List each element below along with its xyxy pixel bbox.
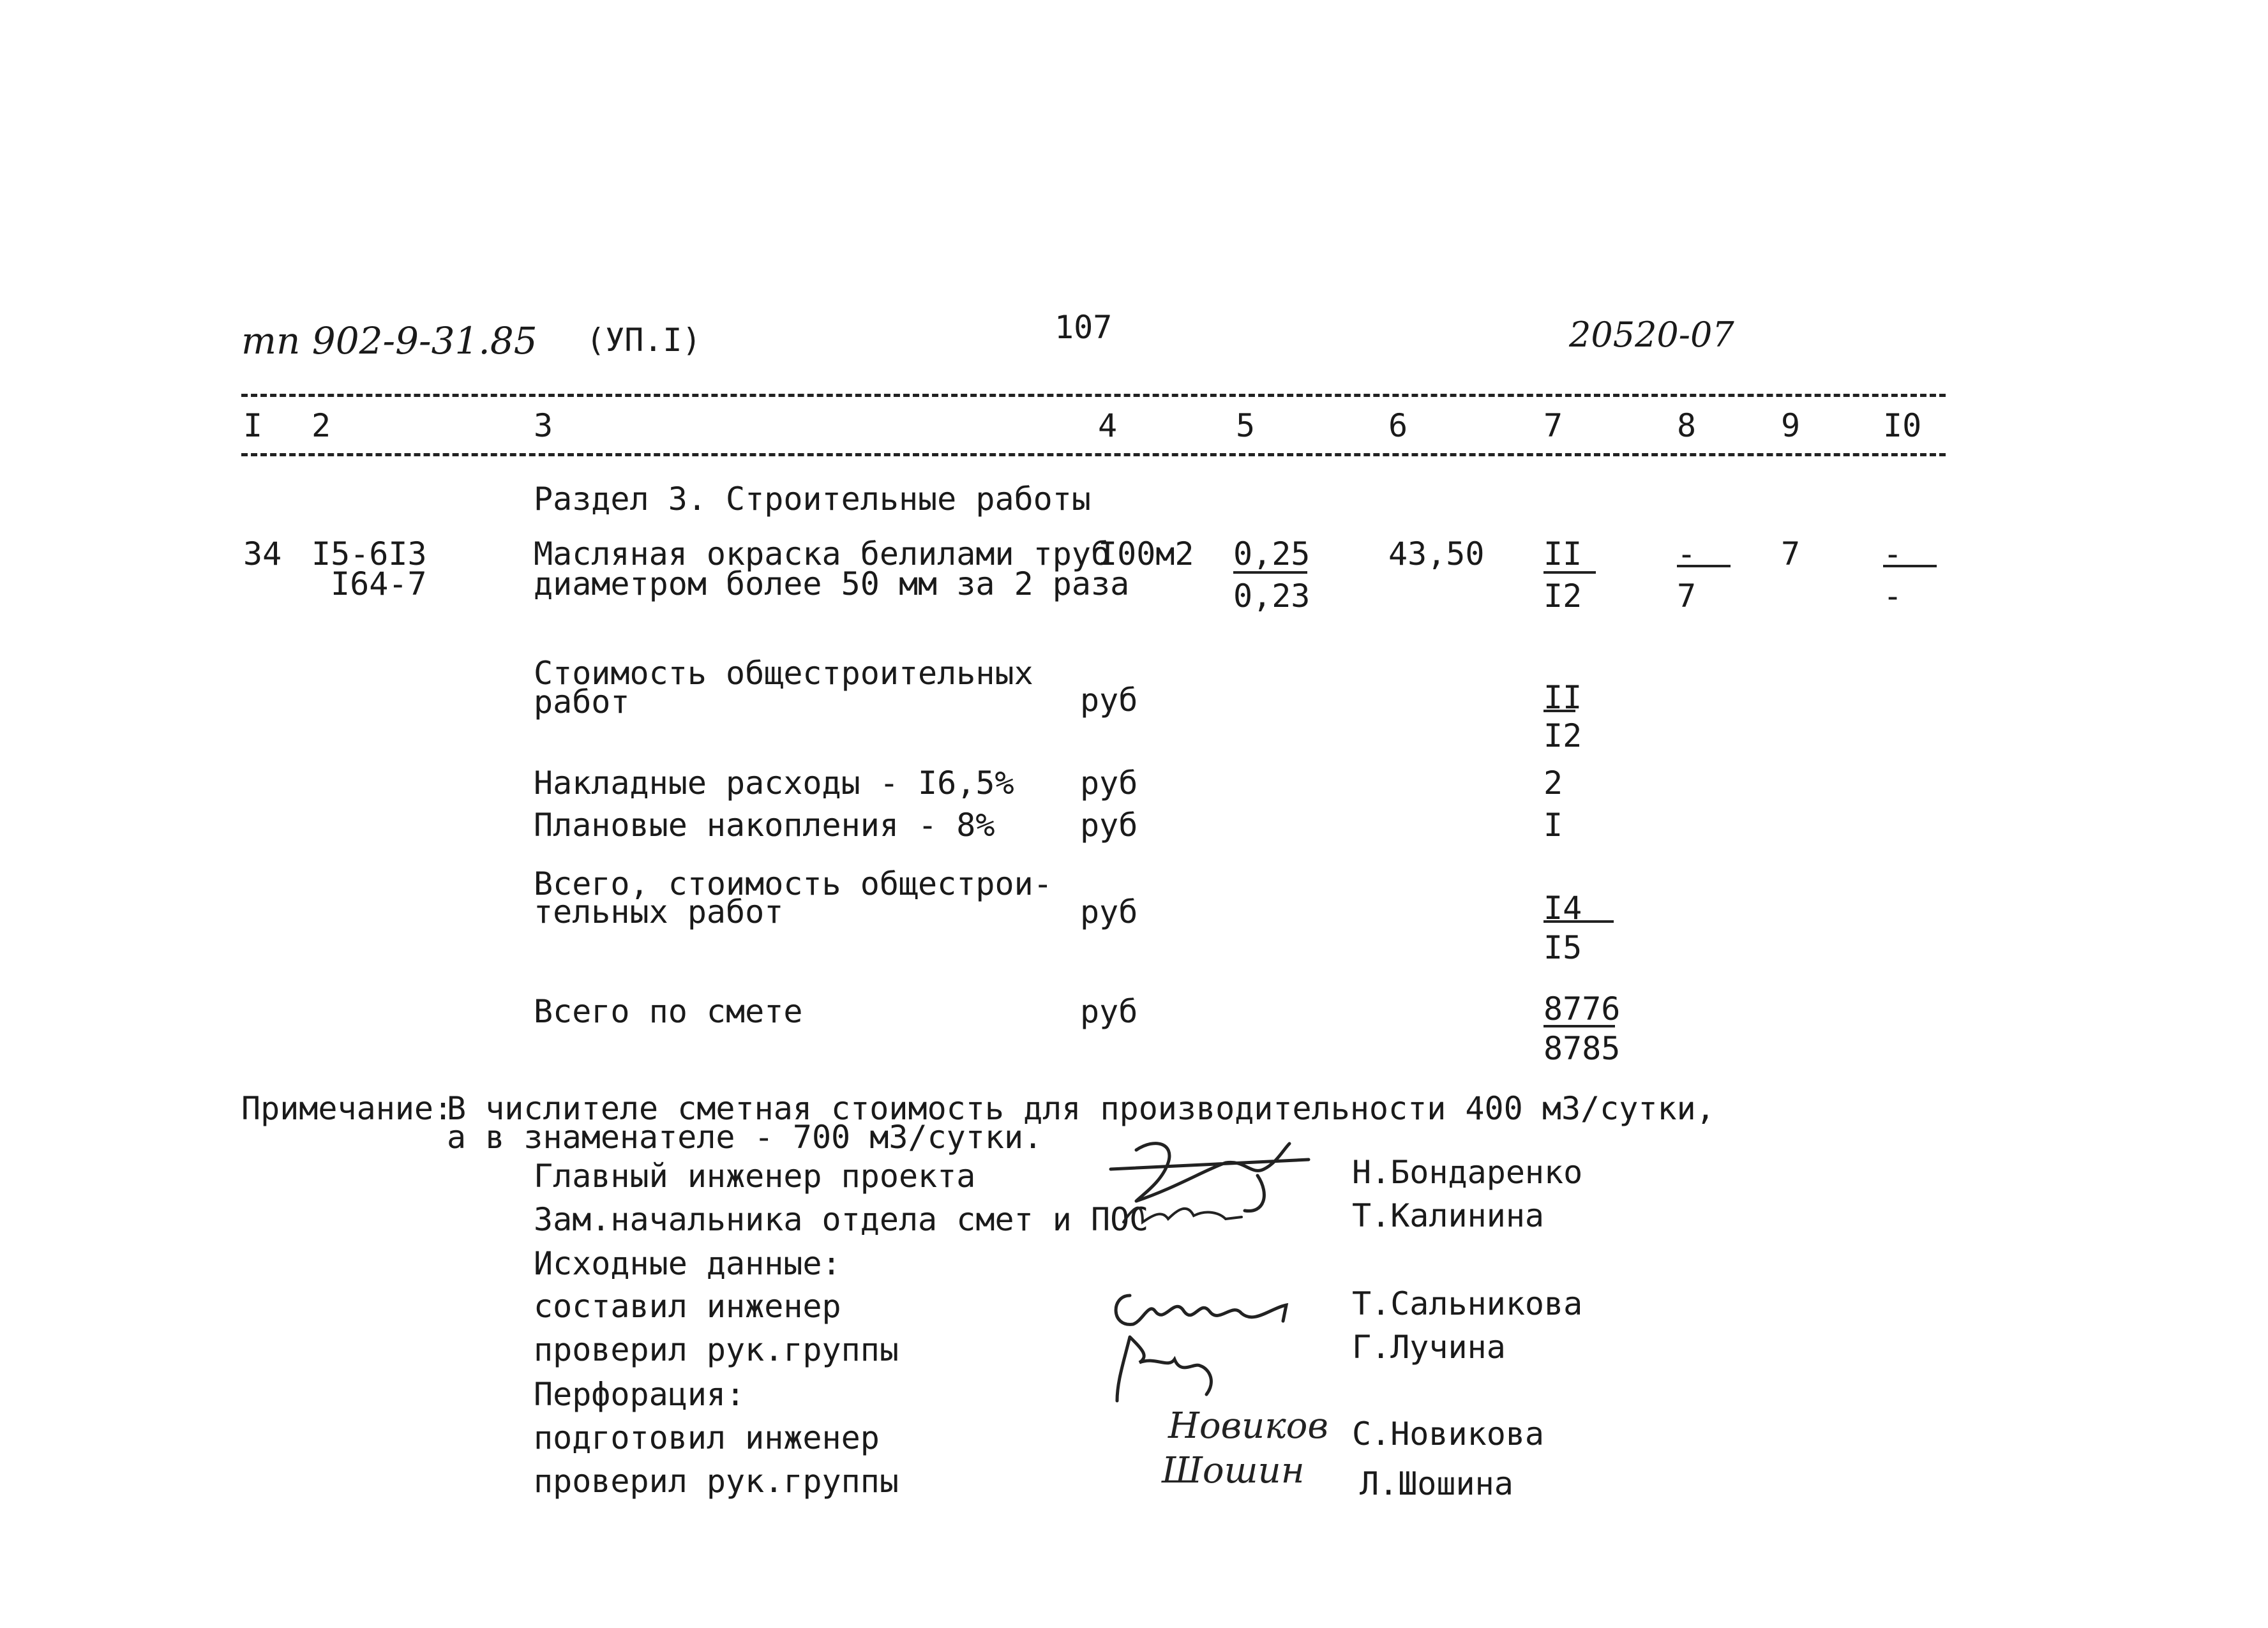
note-label: Примечание: [241,1090,453,1127]
fraction-bar [1233,571,1307,574]
planned-savings-label: Плановые накопления - 8% [534,807,995,844]
cost-numerator: II [1543,535,1582,572]
total-construction-label-line1: Всего, стоимость общестрои- [534,865,1053,902]
approval-name-group-checker: Л.Шошина [1360,1465,1513,1502]
approval-role-chief-engineer: Главный инженер проекта [534,1158,976,1195]
header-top-rule [241,394,1946,397]
total-construction-unit: руб [1080,893,1138,930]
section-title: Раздел 3. Строительные работы [534,481,1091,518]
estimate-total-denominator: 8785 [1543,1030,1621,1067]
approval-name-deputy-head: Т.Калинина [1352,1197,1545,1234]
quantity-denominator: 0,23 [1233,578,1310,615]
estimate-total-label: Всего по смете [534,993,803,1030]
approval-role-checked-by: проверил рук.группы [534,1331,899,1368]
perforation-heading: Перфорация: [534,1376,746,1413]
col9-value: 7 [1781,535,1801,572]
approval-role-group-checker: проверил рук.группы [534,1463,899,1500]
fraction-bar [1543,1025,1615,1027]
fraction-bar [1883,565,1937,567]
overhead-unit: руб [1080,765,1138,802]
signature-group-checker [1155,1445,1347,1499]
page-number: 107 [1055,309,1113,346]
col-header-7: 7 [1543,407,1563,444]
col-header-10: I0 [1883,407,1922,444]
overhead-value: 2 [1543,765,1563,802]
overhead-label: Накладные расходы - I6,5% [534,765,1014,802]
rate-code: I5-6I3 [312,535,427,572]
summary-unit: руб [1080,682,1138,719]
col-header-3: 3 [534,407,553,444]
approval-role-deputy-head: Зам.начальника отдела смет и ПОС [534,1201,1149,1238]
estimate-total-unit: руб [1080,993,1138,1030]
total-construction-numerator: I4 [1543,890,1582,927]
signature-deputy-head [1117,1190,1245,1237]
source-data-heading: Исходные данные: [534,1245,841,1282]
approval-role-prepared-by: подготовил инженер [534,1419,880,1456]
work-description-line1: Масляная окраска белилами труб [534,535,1111,572]
col-header-4: 4 [1098,407,1118,444]
quantity-numerator: 0,25 [1233,535,1310,572]
total-construction-denominator: I5 [1543,929,1582,966]
row-number: 34 [243,535,282,572]
approval-name-compiled-by: Т.Сальникова [1352,1285,1583,1322]
col8-denominator: 7 [1677,578,1697,615]
col10-numerator: - [1883,535,1903,572]
work-description-line2: диаметром более 50 мм за 2 раза [534,565,1130,602]
col-header-9: 9 [1781,407,1801,444]
fraction-bar [1543,571,1596,574]
col-header-1: I [243,407,263,444]
unit-price: 43,50 [1388,535,1485,572]
summary-label-line1: Стоимость общестроительных [534,655,1033,692]
fraction-bar [1543,920,1614,923]
note-line1: В числителе сметная стоимость для производительности 400 м3/сутки, [447,1090,1715,1127]
unit-of-measure: I00м2 [1098,535,1194,572]
planned-savings-value: I [1543,807,1563,844]
approval-name-chief-engineer: Н.Бондаренко [1352,1154,1583,1191]
summary-label-line2: работ [534,683,630,721]
summary-denominator: I2 [1543,717,1582,754]
col-header-8: 8 [1677,407,1697,444]
approval-name-checked-by: Г.Лучина [1352,1329,1506,1366]
signature-checked-by [1104,1324,1245,1410]
estimate-total-numerator: 8776 [1543,990,1621,1027]
summary-numerator: II [1543,679,1582,716]
document-code: 20520-07 [1569,315,1734,355]
svg-text:Новиков: Новиков [1168,1405,1328,1447]
col8-numerator: - [1677,535,1697,572]
total-construction-label-line2: тельных работ [534,893,784,930]
document-designation: тп 902-9-31.85 [241,319,537,362]
cost-denominator: I2 [1543,578,1582,615]
svg-text:Шошин: Шошин [1162,1450,1305,1491]
col-header-2: 2 [312,407,331,444]
col-header-6: 6 [1388,407,1408,444]
album-number: (УП.I) [586,322,702,359]
fraction-bar [1543,710,1575,712]
approval-role-compiled-by: составил инженер [534,1288,841,1325]
col10-denominator: - [1883,578,1903,615]
note-line2: а в знаменателе - 700 м3/сутки. [447,1119,1043,1156]
approval-name-prepared-by: С.Новикова [1352,1415,1545,1453]
header-bottom-rule [241,453,1946,456]
col-header-5: 5 [1236,407,1256,444]
fraction-bar [1677,565,1731,567]
rate-code-secondary: I64-7 [331,565,427,602]
planned-savings-unit: руб [1080,807,1138,844]
